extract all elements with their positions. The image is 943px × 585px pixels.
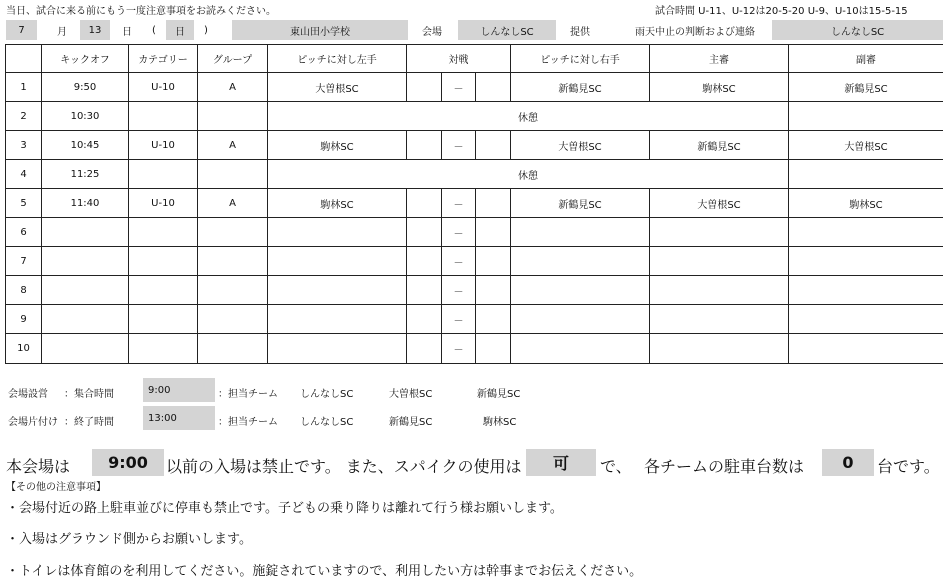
group bbox=[198, 102, 268, 131]
kickoff-time bbox=[42, 305, 129, 334]
month-value: 7 bbox=[6, 20, 37, 40]
header-left-team: ピッチに対し左手 bbox=[268, 45, 407, 73]
entry-text-3: で、 bbox=[600, 457, 632, 476]
entry-text-5: 台です。 bbox=[877, 457, 940, 476]
right-team: 新鶴見SC bbox=[511, 189, 650, 218]
row-number: 3 bbox=[6, 131, 42, 160]
vs-dash: － bbox=[442, 189, 476, 218]
referee bbox=[650, 218, 789, 247]
referee: 新鶴見SC bbox=[650, 131, 789, 160]
cleanup-time: 13:00 bbox=[143, 406, 215, 430]
row-number: 5 bbox=[6, 189, 42, 218]
vs-dash: － bbox=[442, 247, 476, 276]
setup-label: 会場設営 bbox=[8, 389, 48, 400]
group bbox=[198, 247, 268, 276]
group: A bbox=[198, 189, 268, 218]
paren-close: ) bbox=[204, 24, 208, 36]
vs-spacer-right bbox=[476, 131, 511, 160]
referee bbox=[650, 305, 789, 334]
right-team bbox=[511, 247, 650, 276]
category bbox=[129, 247, 198, 276]
entry-text-2: 以前の入場は禁止です。 また、スパイクの使用は bbox=[166, 457, 522, 476]
right-team: 大曽根SC bbox=[511, 131, 650, 160]
cleanup-time-label: ：終了時間 bbox=[64, 417, 114, 428]
notes-title: 【その他の注意事項】 bbox=[6, 482, 106, 493]
vs-spacer-right bbox=[476, 334, 511, 364]
entry-text-1: 本会場は bbox=[6, 457, 71, 476]
category bbox=[129, 276, 198, 305]
kickoff-time bbox=[42, 247, 129, 276]
break-label: 休憩 bbox=[268, 102, 789, 131]
assistant-referee bbox=[789, 276, 943, 305]
entry-time: 9:00 bbox=[92, 449, 164, 476]
header-no bbox=[6, 45, 42, 73]
venue-team: しんなしSC bbox=[458, 20, 556, 40]
provider-label: 提供 bbox=[570, 26, 590, 38]
table-row bbox=[6, 247, 943, 276]
vs-spacer-left bbox=[407, 189, 442, 218]
assistant-referee bbox=[789, 305, 943, 334]
right-team bbox=[511, 334, 650, 364]
left-team bbox=[268, 334, 407, 364]
header-referee: 主審 bbox=[650, 45, 789, 73]
vs-dash: － bbox=[442, 218, 476, 247]
rain-label: 雨天中止の判断および連絡 bbox=[635, 26, 755, 38]
header-category: カテゴリー bbox=[129, 45, 198, 73]
row-number: 6 bbox=[6, 218, 42, 247]
header-kickoff: キックオフ bbox=[42, 45, 129, 73]
group bbox=[198, 334, 268, 364]
vs-dash: － bbox=[442, 131, 476, 160]
group: A bbox=[198, 73, 268, 102]
assistant-referee: 大曽根SC bbox=[789, 131, 943, 160]
referee bbox=[789, 160, 943, 189]
parking-count: 0 bbox=[822, 449, 874, 476]
setup-time: 9:00 bbox=[143, 378, 215, 402]
category: U-10 bbox=[129, 73, 198, 102]
group bbox=[198, 218, 268, 247]
right-team bbox=[511, 305, 650, 334]
cleanup-team-1: しんなしSC bbox=[300, 417, 354, 428]
assistant-referee bbox=[789, 334, 943, 364]
note-item-3: ・トイレは体育館のを利用してください。施錠されていますので、利用したい方は幹事までお伝えください。 bbox=[6, 564, 643, 579]
kickoff-time bbox=[42, 334, 129, 364]
group bbox=[198, 160, 268, 189]
row-number: 7 bbox=[6, 247, 42, 276]
weekday-value: 日 bbox=[166, 20, 194, 40]
row-number: 10 bbox=[6, 334, 42, 364]
vs-dash: － bbox=[442, 305, 476, 334]
break-label: 休憩 bbox=[268, 160, 789, 189]
category bbox=[129, 305, 198, 334]
right-team: 新鶴見SC bbox=[511, 73, 650, 102]
setup-team-3: 新鶴見SC bbox=[477, 389, 521, 400]
left-team bbox=[268, 305, 407, 334]
referee bbox=[650, 276, 789, 305]
left-team bbox=[268, 218, 407, 247]
note-item-1: ・会場付近の路上駐車並びに停車も禁止です。子どもの乗り降りは離れて行う様お願いします。 bbox=[6, 501, 563, 516]
kickoff-time: 11:25 bbox=[42, 160, 129, 189]
left-team: 駒林SC bbox=[268, 131, 407, 160]
schedule-table bbox=[5, 44, 943, 364]
rain-team: しんなしSC bbox=[772, 20, 943, 40]
header-assistant: 副審 bbox=[789, 45, 943, 73]
header-vs: 対戦 bbox=[407, 45, 511, 73]
vs-dash: － bbox=[442, 73, 476, 102]
left-team bbox=[268, 247, 407, 276]
assistant-referee bbox=[789, 218, 943, 247]
kickoff-time bbox=[42, 276, 129, 305]
vs-spacer-left bbox=[407, 334, 442, 364]
vs-dash: － bbox=[442, 276, 476, 305]
cleanup-label: 会場片付け bbox=[8, 417, 58, 428]
day-label: 日 bbox=[122, 26, 132, 38]
right-team bbox=[511, 218, 650, 247]
match-time-text: 試合時間 U-11、U-12は20-5-20 U-9、U-10は15-5-15 bbox=[655, 6, 908, 17]
group bbox=[198, 305, 268, 334]
notice-text: 当日、試合に来る前にもう一度注意事項をお読みください。 bbox=[6, 6, 276, 17]
category: U-10 bbox=[129, 189, 198, 218]
category bbox=[129, 102, 198, 131]
table-header-row bbox=[6, 45, 943, 73]
vs-spacer-left bbox=[407, 218, 442, 247]
header-group: グループ bbox=[198, 45, 268, 73]
setup-team-label: ：担当チーム bbox=[218, 389, 278, 400]
cleanup-team-label: ：担当チーム bbox=[218, 417, 278, 428]
vs-spacer-right bbox=[476, 218, 511, 247]
header-right-team: ピッチに対し右手 bbox=[511, 45, 650, 73]
setup-team-2: 大曽根SC bbox=[389, 389, 433, 400]
table-row bbox=[6, 160, 943, 189]
assistant-referee bbox=[789, 247, 943, 276]
row-number: 2 bbox=[6, 102, 42, 131]
setup-team-1: しんなしSC bbox=[300, 389, 354, 400]
vs-spacer-right bbox=[476, 276, 511, 305]
group bbox=[198, 276, 268, 305]
day-value: 13 bbox=[80, 20, 110, 40]
kickoff-time: 11:40 bbox=[42, 189, 129, 218]
row-number: 8 bbox=[6, 276, 42, 305]
table-row bbox=[6, 334, 943, 364]
assistant-referee: 新鶴見SC bbox=[789, 73, 943, 102]
vs-spacer-left bbox=[407, 131, 442, 160]
left-team: 大曽根SC bbox=[268, 73, 407, 102]
table-row bbox=[6, 218, 943, 247]
table-row bbox=[6, 131, 943, 160]
referee bbox=[789, 102, 943, 131]
vs-spacer-right bbox=[476, 73, 511, 102]
cleanup-team-3: 駒林SC bbox=[483, 417, 517, 428]
row-number: 1 bbox=[6, 73, 42, 102]
kickoff-time bbox=[42, 218, 129, 247]
vs-spacer-left bbox=[407, 305, 442, 334]
vs-spacer-right bbox=[476, 247, 511, 276]
vs-spacer-left bbox=[407, 247, 442, 276]
category bbox=[129, 218, 198, 247]
assistant-referee: 駒林SC bbox=[789, 189, 943, 218]
category bbox=[129, 334, 198, 364]
entry-text-4: 各チームの駐車台数は bbox=[644, 457, 805, 476]
vs-spacer-left bbox=[407, 276, 442, 305]
category bbox=[129, 160, 198, 189]
vs-spacer-right bbox=[476, 305, 511, 334]
kickoff-time: 10:45 bbox=[42, 131, 129, 160]
referee bbox=[650, 334, 789, 364]
kickoff-time: 9:50 bbox=[42, 73, 129, 102]
month-label: 月 bbox=[57, 26, 67, 38]
referee bbox=[650, 247, 789, 276]
row-number: 9 bbox=[6, 305, 42, 334]
paren-open: ( bbox=[152, 24, 156, 36]
right-team bbox=[511, 276, 650, 305]
table-row bbox=[6, 102, 943, 131]
table-row bbox=[6, 276, 943, 305]
note-item-2: ・入場はグラウンド側からお願いします。 bbox=[6, 532, 252, 547]
referee: 駒林SC bbox=[650, 73, 789, 102]
setup-time-label: ：集合時間 bbox=[64, 389, 114, 400]
kickoff-time: 10:30 bbox=[42, 102, 129, 131]
vs-spacer-left bbox=[407, 73, 442, 102]
cleanup-team-2: 新鶴見SC bbox=[389, 417, 433, 428]
category: U-10 bbox=[129, 131, 198, 160]
group: A bbox=[198, 131, 268, 160]
table-row bbox=[6, 73, 943, 102]
venue-name: 東山田小学校 bbox=[232, 20, 408, 40]
vs-spacer-right bbox=[476, 189, 511, 218]
spike-allowed: 可 bbox=[526, 449, 596, 476]
table-row bbox=[6, 305, 943, 334]
row-number: 4 bbox=[6, 160, 42, 189]
left-team bbox=[268, 276, 407, 305]
referee: 大曽根SC bbox=[650, 189, 789, 218]
table-row bbox=[6, 189, 943, 218]
left-team: 駒林SC bbox=[268, 189, 407, 218]
venue-label: 会場 bbox=[422, 26, 442, 38]
vs-dash: － bbox=[442, 334, 476, 364]
